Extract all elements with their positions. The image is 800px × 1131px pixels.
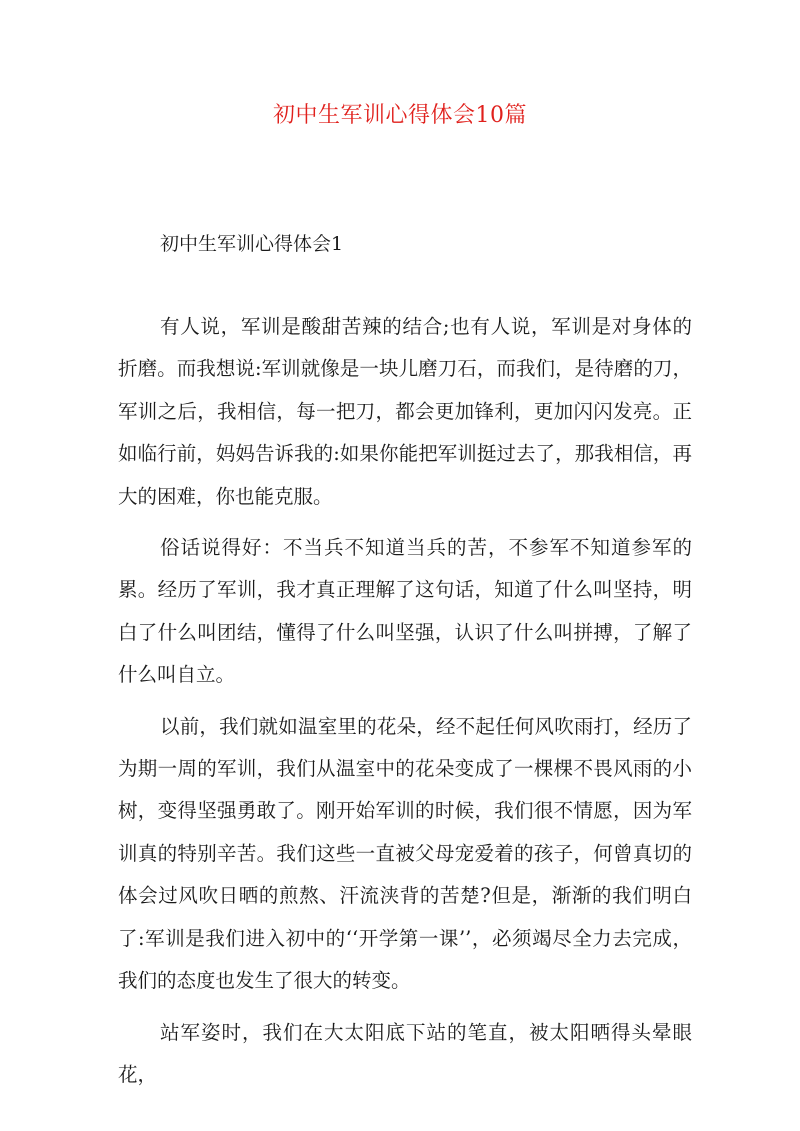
document-title: 初中生军训心得体会10篇 bbox=[273, 103, 527, 128]
paragraph: 以前，我们就如温室里的花朵，经不起任何风吹雨打，经历了为期一周的军训，我们从温室中的花朵变成了一棵棵不畏风雨的小树，变得坚强勇敢了。刚开始军训的时候，我们很不情愿，因为军训真的特别辛苦。我们这些一直被父母宠爱着的孩子，何曾真切的体会过风吹日晒的煎熬、汗流浃背的苦楚?但是，渐渐的我们明白了:军训是我们进入初中的‘‘开学第一课’’，必须竭尽全力去完成，我们的态度也发生了很大的转变。 bbox=[118, 714, 692, 993]
paragraph: 有人说，军训是酸甜苦辣的结合;也有人说，军训是对身体的折磨。而我想说:军训就像是一块儿磨刀石，而我们，是待磨的刀，军训之后，我相信，每一把刀，都会更加锋利，更加闪闪发亮。正如临行前，妈妈告诉我的:如果你能把军训挺过去了，那我相信，再大的困难，你也能克服。 bbox=[118, 315, 692, 508]
paragraph: 站军姿时，我们在大太阳底下站的笔直，被太阳晒得头晕眼花， bbox=[118, 1020, 692, 1086]
paragraph: 俗话说得好：不当兵不知道当兵的苦，不参军不知道参军的累。经历了军训，我才真正理解了这句话，知道了什么叫坚持，明白了什么叫团结，懂得了什么叫坚强，认识了什么叫拼搏，了解了什么叫自立。 bbox=[118, 536, 692, 687]
body-text bbox=[118, 306, 692, 1105]
section-title: 初中生军训心得体会1 bbox=[160, 233, 344, 255]
